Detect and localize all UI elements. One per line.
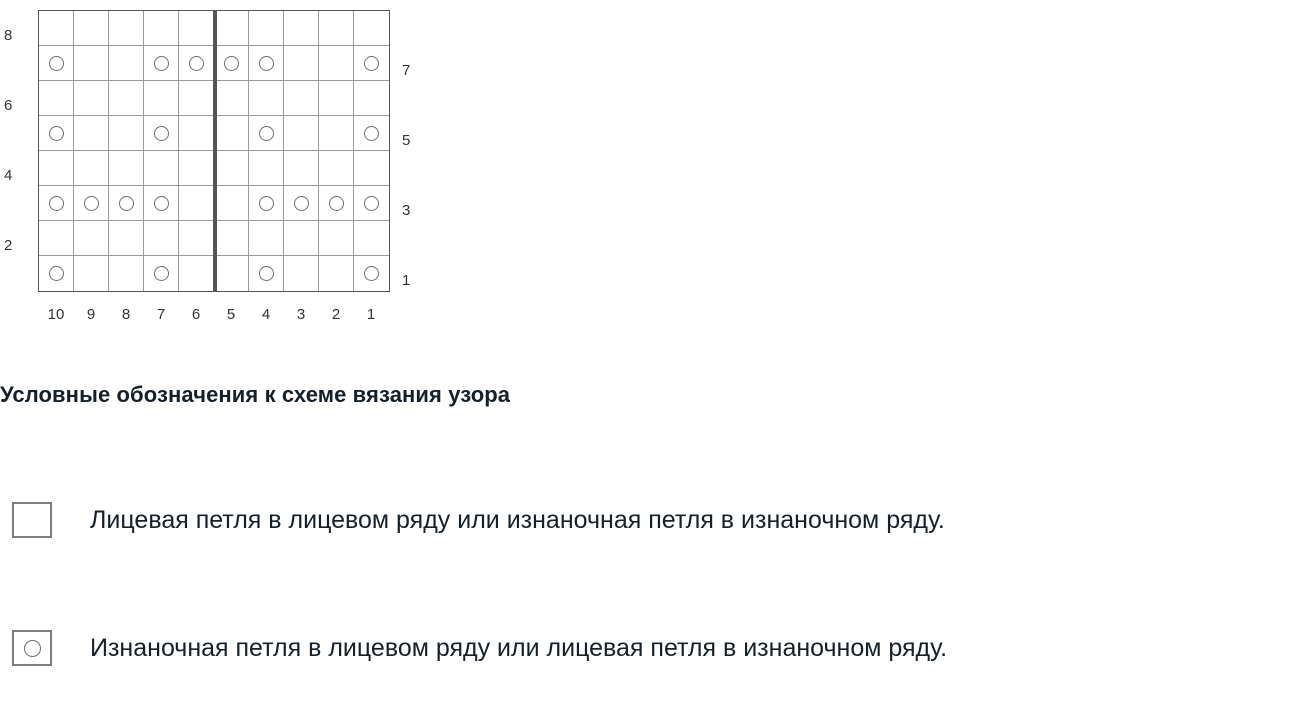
chart-cell bbox=[249, 186, 284, 221]
chart-cell bbox=[354, 256, 389, 291]
knit-stitch-icon bbox=[12, 502, 52, 538]
chart-cell bbox=[249, 256, 284, 291]
col-label-4: 4 bbox=[261, 306, 271, 323]
chart-cell bbox=[74, 221, 109, 256]
chart-cell bbox=[144, 186, 179, 221]
chart-cell bbox=[284, 81, 319, 116]
chart-cell bbox=[319, 116, 354, 151]
chart-cell bbox=[249, 81, 284, 116]
chart-cell bbox=[354, 46, 389, 81]
chart-cell bbox=[249, 221, 284, 256]
chart-cell bbox=[179, 151, 214, 186]
chart-cell bbox=[179, 11, 214, 46]
chart-cell bbox=[284, 116, 319, 151]
chart-cell bbox=[144, 221, 179, 256]
chart-cell bbox=[319, 151, 354, 186]
chart-cell bbox=[354, 11, 389, 46]
chart-cell bbox=[179, 186, 214, 221]
chart-cell bbox=[319, 186, 354, 221]
chart-cell bbox=[214, 221, 249, 256]
chart-cell bbox=[39, 11, 74, 46]
legend-item-knit bbox=[0, 500, 945, 540]
chart-cell bbox=[74, 256, 109, 291]
purl-stitch-icon bbox=[154, 196, 169, 211]
chart-cell bbox=[74, 81, 109, 116]
purl-stitch-icon bbox=[84, 196, 99, 211]
chart-cell bbox=[109, 11, 144, 46]
chart-cell bbox=[319, 256, 354, 291]
col-label-1: 1 bbox=[366, 306, 376, 323]
col-label-7: 7 bbox=[156, 306, 166, 323]
chart-cell bbox=[214, 116, 249, 151]
purl-stitch-icon bbox=[364, 196, 379, 211]
purl-dot-icon bbox=[24, 640, 41, 657]
chart-cell bbox=[179, 46, 214, 81]
purl-stitch-icon bbox=[294, 196, 309, 211]
chart-cell bbox=[74, 186, 109, 221]
col-label-9: 9 bbox=[86, 306, 96, 323]
purl-stitch-icon bbox=[364, 126, 379, 141]
purl-stitch-icon bbox=[154, 266, 169, 281]
chart-cell bbox=[284, 221, 319, 256]
chart-cell bbox=[74, 11, 109, 46]
chart-cell bbox=[179, 221, 214, 256]
chart-cell bbox=[319, 46, 354, 81]
purl-stitch-icon bbox=[49, 196, 64, 211]
chart-cell bbox=[39, 221, 74, 256]
purl-stitch-icon bbox=[49, 126, 64, 141]
chart-cell bbox=[144, 81, 179, 116]
row-label-right-1: 1 bbox=[402, 272, 411, 289]
chart-cell bbox=[214, 46, 249, 81]
chart-cell bbox=[214, 11, 249, 46]
col-label-8: 8 bbox=[121, 306, 131, 323]
chart-cell bbox=[74, 151, 109, 186]
purl-stitch-icon bbox=[224, 56, 239, 71]
chart-cell bbox=[144, 151, 179, 186]
chart-cell bbox=[284, 186, 319, 221]
chart-cell bbox=[214, 81, 249, 116]
chart-cell bbox=[284, 151, 319, 186]
chart-cell bbox=[74, 116, 109, 151]
knitting-chart bbox=[0, 0, 420, 345]
chart-cell bbox=[354, 186, 389, 221]
purl-stitch-icon bbox=[49, 266, 64, 281]
purl-stitch-icon bbox=[49, 56, 64, 71]
chart-cell bbox=[214, 151, 249, 186]
repeat-separator-line bbox=[213, 10, 217, 292]
chart-cell bbox=[284, 11, 319, 46]
chart-cell bbox=[109, 151, 144, 186]
chart-cell bbox=[144, 46, 179, 81]
purl-stitch-icon bbox=[154, 126, 169, 141]
chart-cell bbox=[109, 46, 144, 81]
chart-cell bbox=[144, 11, 179, 46]
row-label-right-3: 3 bbox=[402, 202, 411, 219]
chart-cell bbox=[319, 221, 354, 256]
chart-cell bbox=[354, 151, 389, 186]
chart-cell bbox=[39, 46, 74, 81]
col-label-3: 3 bbox=[296, 306, 306, 323]
legend-title: Условные обозначения к схеме вязания узора bbox=[0, 382, 511, 407]
legend-item-label: Изнаночная петля в лицевом ряду или лицевая петля в изнаночном ряду. bbox=[90, 633, 948, 662]
chart-cell bbox=[39, 256, 74, 291]
col-label-10: 10 bbox=[47, 306, 65, 323]
chart-cell bbox=[109, 256, 144, 291]
purl-stitch-icon bbox=[259, 126, 274, 141]
purl-stitch-icon bbox=[364, 266, 379, 281]
chart-cell bbox=[74, 46, 109, 81]
col-label-5: 5 bbox=[226, 306, 236, 323]
chart-cell bbox=[109, 186, 144, 221]
chart-cell bbox=[144, 116, 179, 151]
chart-cell bbox=[109, 116, 144, 151]
chart-cell bbox=[39, 186, 74, 221]
row-label-left-6: 6 bbox=[4, 97, 13, 114]
chart-cell bbox=[354, 221, 389, 256]
chart-cell bbox=[39, 116, 74, 151]
chart-cell bbox=[354, 116, 389, 151]
chart-cell bbox=[249, 151, 284, 186]
purl-stitch-icon bbox=[119, 196, 134, 211]
chart-cell bbox=[319, 81, 354, 116]
row-label-left-4: 4 bbox=[4, 167, 13, 184]
row-label-right-5: 5 bbox=[402, 132, 411, 149]
chart-cell bbox=[284, 46, 319, 81]
legend-item-label: Лицевая петля в лицевом ряду или изнаночная петля в изнаночном ряду. bbox=[90, 505, 945, 534]
purl-stitch-icon bbox=[259, 56, 274, 71]
chart-cell bbox=[179, 116, 214, 151]
purl-stitch-icon bbox=[189, 56, 204, 71]
chart-cell bbox=[319, 11, 354, 46]
row-label-left-2: 2 bbox=[4, 237, 13, 254]
col-label-6: 6 bbox=[191, 306, 201, 323]
chart-cell bbox=[284, 256, 319, 291]
purl-stitch-icon bbox=[259, 266, 274, 281]
chart-cell bbox=[39, 151, 74, 186]
col-label-2: 2 bbox=[331, 306, 341, 323]
chart-cell bbox=[354, 81, 389, 116]
purl-stitch-icon bbox=[154, 56, 169, 71]
chart-cell bbox=[109, 81, 144, 116]
purl-stitch-icon bbox=[364, 56, 379, 71]
chart-cell bbox=[179, 81, 214, 116]
row-label-left-8: 8 bbox=[4, 27, 13, 44]
chart-cell bbox=[109, 221, 144, 256]
chart-cell bbox=[144, 256, 179, 291]
row-label-right-7: 7 bbox=[402, 62, 411, 79]
purl-stitch-icon bbox=[329, 196, 344, 211]
chart-cell bbox=[39, 81, 74, 116]
purl-stitch-icon bbox=[12, 630, 52, 666]
legend-item-purl bbox=[0, 628, 947, 668]
purl-stitch-icon bbox=[259, 196, 274, 211]
chart-cell bbox=[179, 256, 214, 291]
chart-cell bbox=[214, 186, 249, 221]
chart-cell bbox=[249, 11, 284, 46]
chart-cell bbox=[249, 116, 284, 151]
chart-cell bbox=[214, 256, 249, 291]
chart-cell bbox=[249, 46, 284, 81]
